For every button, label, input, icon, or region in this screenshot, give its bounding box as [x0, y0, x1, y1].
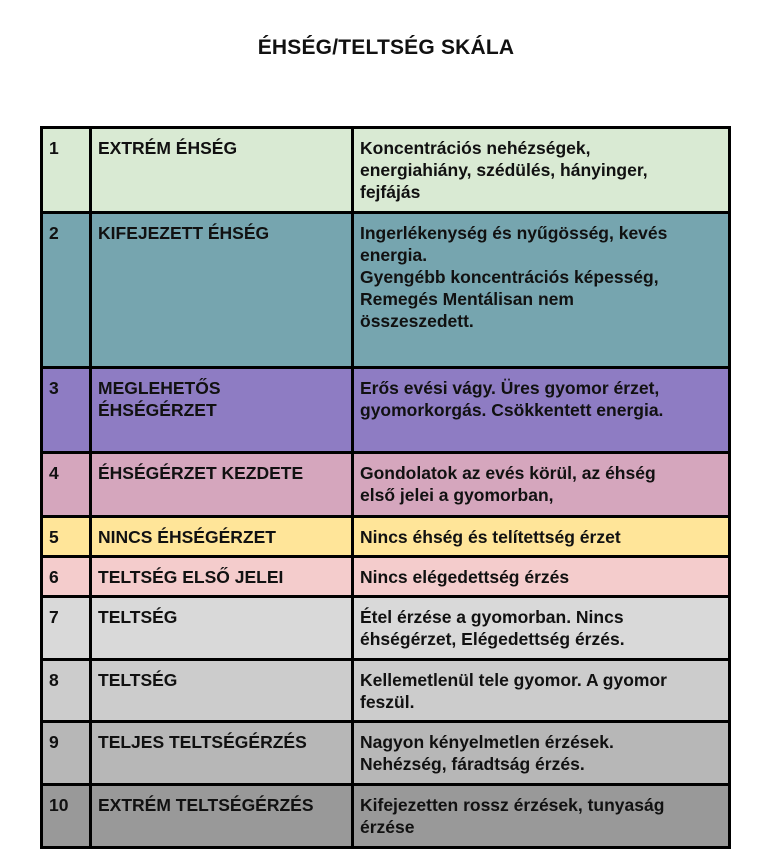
scale-label: EXTRÉM ÉHSÉG — [91, 128, 353, 213]
description-line: Gondolatok az evés körül, az éhség — [360, 463, 656, 483]
scale-label: ÉHSÉGÉRZET KEZDETE — [91, 453, 353, 517]
description-line: energia. — [360, 245, 428, 265]
scale-label-text: MEGLEHETŐS ÉHSÉGÉRZET — [98, 378, 221, 420]
scale-description — [353, 453, 730, 517]
description-line: éhségérzet, Elégedettség érzés. — [360, 629, 625, 649]
table-row — [42, 453, 730, 517]
scale-description — [353, 517, 730, 557]
scale-label: NINCS ÉHSÉGÉRZET — [91, 517, 353, 557]
description-line: Ingerlékenység és nyűgösség, kevés — [360, 223, 668, 243]
description-line: gyomorkorgás. Csökkentett energia. — [360, 400, 664, 420]
scale-label: TELTSÉG — [91, 660, 353, 722]
hunger-fullness-scale-table — [40, 126, 731, 849]
scale-label — [91, 368, 353, 453]
description-line: Nehézség, fáradtság érzés. — [360, 754, 585, 774]
description-line: Étel érzése a gyomorban. Nincs — [360, 607, 624, 627]
description-line: fejfájás — [360, 182, 421, 202]
table-row — [42, 722, 730, 785]
description-line: összeszedett. — [360, 311, 474, 331]
scale-label: KIFEJEZETT ÉHSÉG — [91, 213, 353, 368]
description-line: Gyengébb koncentrációs képesség, — [360, 267, 659, 287]
scale-number: 4 — [42, 453, 91, 517]
scale-number: 10 — [42, 785, 91, 848]
table-row — [42, 213, 730, 368]
scale-description — [353, 557, 730, 597]
table-row — [42, 660, 730, 722]
scale-number: 8 — [42, 660, 91, 722]
page-title: ÉHSÉG/TELTSÉG SKÁLA — [257, 36, 515, 59]
table-row — [42, 597, 730, 660]
scale-description — [353, 722, 730, 785]
description-line: Nagyon kényelmetlen érzések. — [360, 732, 614, 752]
description-line: Remegés Mentálisan nem — [360, 289, 574, 309]
scale-label: TELJES TELTSÉGÉRZÉS — [91, 722, 353, 785]
scale-number: 7 — [42, 597, 91, 660]
scale-number: 1 — [42, 128, 91, 213]
scale-description — [353, 213, 730, 368]
scale-number: 3 — [42, 368, 91, 453]
scale-label: TELTSÉG ELSŐ JELEI — [91, 557, 353, 597]
table-row — [42, 557, 730, 597]
scale-number: 2 — [42, 213, 91, 368]
table-row — [42, 368, 730, 453]
table-row — [42, 517, 730, 557]
scale-number: 9 — [42, 722, 91, 785]
scale-number: 6 — [42, 557, 91, 597]
description-line: Koncentrációs nehézségek, — [360, 138, 591, 158]
scale-description — [353, 597, 730, 660]
description-line: Kellemetlenül tele gyomor. A gyomor — [360, 670, 667, 690]
description-line: Erős evési vágy. Üres gyomor érzet, — [360, 378, 660, 398]
description-line: energiahiány, szédülés, hányinger, — [360, 160, 648, 180]
table-row — [42, 128, 730, 213]
description-line: érzése — [360, 817, 415, 837]
description-line: Nincs éhség és telítettség érzet — [360, 527, 621, 547]
scale-label: TELTSÉG — [91, 597, 353, 660]
scale-description — [353, 368, 730, 453]
description-line: Kifejezetten rossz érzések, tunyaság — [360, 795, 665, 815]
description-line: feszül. — [360, 692, 415, 712]
scale-number: 5 — [42, 517, 91, 557]
scale-description — [353, 785, 730, 848]
table-row — [42, 785, 730, 848]
scale-description — [353, 660, 730, 722]
description-line: első jelei a gyomorban, — [360, 485, 554, 505]
description-line: Nincs elégedettség érzés — [360, 567, 570, 587]
scale-description — [353, 128, 730, 213]
scale-label: EXTRÉM TELTSÉGÉRZÉS — [91, 785, 353, 848]
